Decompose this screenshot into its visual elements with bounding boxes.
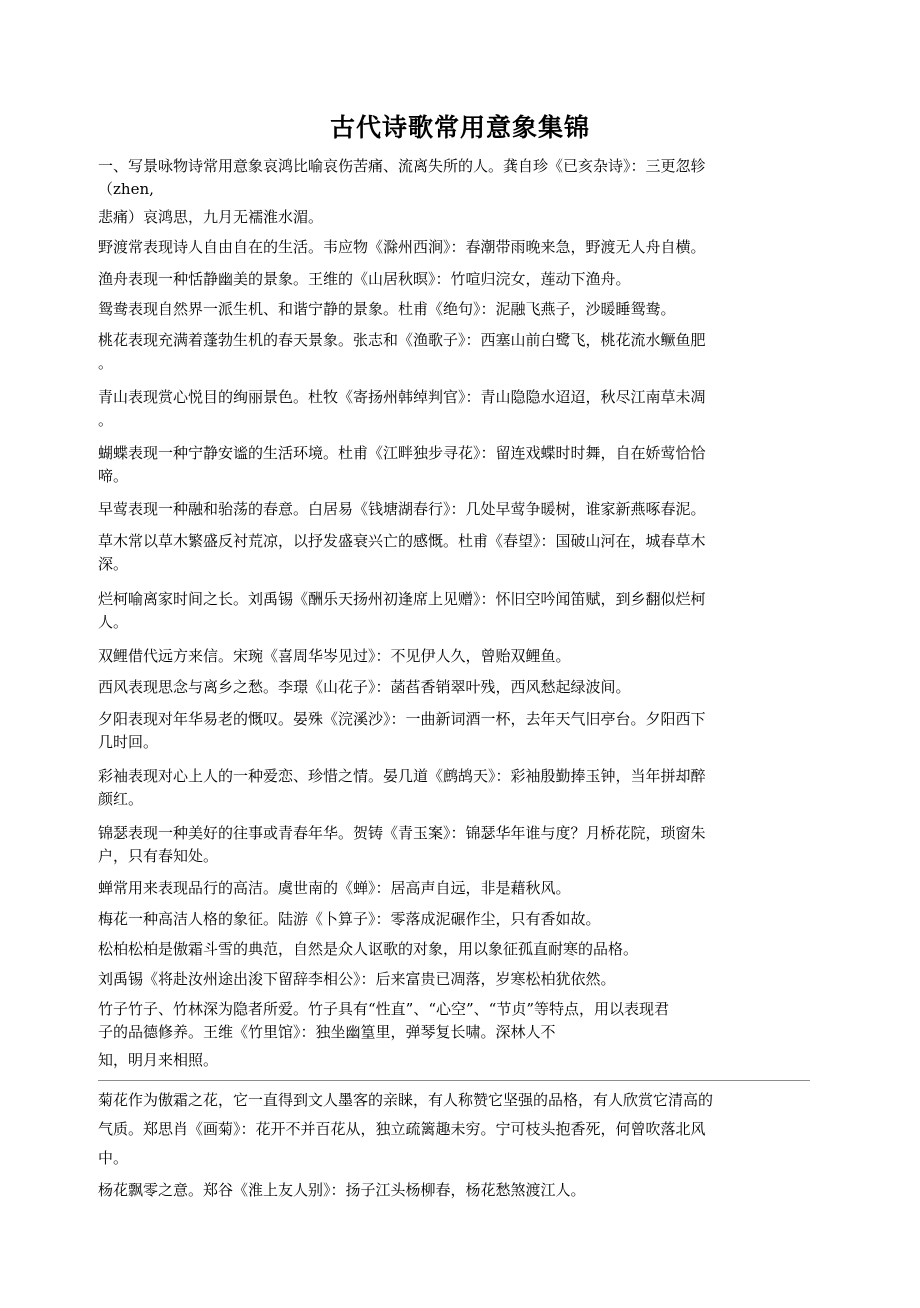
paragraph-line: 蝉常用来表现品行的高洁。虞世南的《蝉》：居高声自远，非是藉秋风。: [98, 879, 571, 897]
paragraph: [98, 386, 810, 432]
paragraph-line: 竹子竹子、竹林深为隐者所爱。竹子具有“性直”、“心空”、“节贞”等特点，用以表现君: [98, 1000, 670, 1018]
paragraph: [98, 236, 810, 259]
paragraph-line: 蝴蝶表现一种宁静安谧的生活环境。杜甫《江畔独步寻花》：留连戏蝶时时舞，自在娇莺恰恰: [98, 444, 706, 462]
paragraph: [98, 155, 810, 201]
paragraph-line: 鸳鸯表现自然界一派生机、和谐宁静的景象。杜甫《绝句》：泥融飞燕子，沙暖睡鸳鸯。: [98, 300, 676, 318]
paragraph-line: 悲痛）哀鸿思，九月无襦淮水湄。: [98, 208, 324, 226]
paragraph: [98, 708, 810, 754]
paragraph-line: 刘禹锡《将赴汝州途出浚下留辞李相公》：后来富贵已凋落，岁寒松柏犹依然。: [98, 970, 616, 988]
paragraph-line: 深。: [98, 555, 129, 573]
paragraph: [98, 498, 810, 521]
paragraph-line: 早莺表现一种融和骀荡的春意。白居易《钱塘湖春行》：几处早莺争暖树，谁家新燕啄春泥。: [98, 500, 706, 518]
paragraph: [98, 206, 810, 229]
paragraph-line: 野渡常表现诗人自由自在的生活。韦应物《滁州西涧》：春潮带雨晚来急，野渡无人舟自横。: [98, 238, 706, 256]
paragraph: [98, 908, 810, 931]
paragraph-line: 彩袖表现对心上人的一种爱恋、珍惜之情。晏几道《鹧鸪天》：彩袖殷勤捧玉钟，当年拼却醉: [98, 767, 706, 785]
document-title: 古代诗歌常用意象集锦: [329, 113, 590, 142]
paragraph-line: （zhen,: [98, 180, 154, 198]
paragraph-line: 颜红。: [98, 790, 144, 808]
paragraph-line: 夕阳表现对年华易老的慨叹。晏殊《浣溪沙》：一曲新词酒一杯，去年天气旧亭台。夕阳西下: [98, 710, 706, 728]
paragraph-line: 气质。郑思肖《画菊》：花开不并百花从，独立疏篱趣未穷。宁可枝头抱香死，何曾吹落北风: [98, 1120, 706, 1138]
paragraph-line: 西风表现思念与离乡之愁。李璟《山花子》：菡萏香销翠叶残，西风愁起绿波间。: [98, 678, 631, 696]
paragraph-line: 松柏松柏是傲霜斗雪的典范，自然是众人讴歌的对象，用以象征孤直耐寒的品格。: [98, 940, 639, 958]
paragraph-line: 。: [98, 411, 114, 429]
paragraph-line: 一、写景咏物诗常用意象哀鸿比喻哀伤苦痛、流离失所的人。龚自珍《已亥杂诗》：三更忽轸: [98, 157, 706, 175]
paragraph-line: 青山表现赏心悦目的绚丽景色。杜牧《寄扬州韩绰判官》：青山隐隐水迢迢，秋尽江南草未凋: [98, 388, 706, 406]
paragraph: [98, 968, 810, 991]
paragraph: [98, 298, 810, 321]
paragraph: [98, 329, 810, 375]
paragraph-line: 杨花飘零之意。郑谷《淮上友人别》：扬子江头杨柳春，杨花愁煞渡江人。: [98, 1181, 586, 1199]
paragraph: [98, 938, 810, 961]
paragraph-line: 子的品德修养。王维《竹里馆》：独坐幽篁里，弹琴复长啸。深林人不: [98, 1023, 556, 1041]
page-divider: [98, 1080, 810, 1081]
paragraph-line: 人。: [98, 613, 129, 631]
paragraph: [98, 442, 810, 488]
paragraph-line: 烂柯喻离家时间之长。刘禹锡《酬乐天扬州初逢席上见赠》：怀旧空吟闻笛赋，到乡翻似烂柯: [98, 590, 706, 608]
paragraph-line: 知，明月来相照。: [98, 1051, 219, 1069]
paragraph: [98, 645, 810, 668]
paragraph: [98, 1176, 810, 1205]
paragraph-line: 草木常以草木繁盛反衬荒凉，以抒发盛衰兴亡的感慨。杜甫《春望》：国破山河在，城春草木: [98, 532, 706, 550]
paragraph-line: 梅花一种高洁人格的象征。陆游《卜算子》：零落成泥碾作尘，只有香如故。: [98, 910, 601, 928]
paragraph-line: 双鲤借代远方来信。宋琬《喜周华岑见过》：不见伊人久，曾贻双鲤鱼。: [98, 647, 571, 665]
paragraph-line: 户，只有春知处。: [98, 847, 219, 865]
paragraph-line: 啼。: [98, 467, 129, 485]
paragraph-line: 菊花作为傲霜之花，它一直得到文人墨客的亲睐，有人称赞它坚强的品格，有人欣赏它清高的: [98, 1091, 714, 1109]
paragraph-line: 渔舟表现一种恬静幽美的景象。王维的《山居秋暝》：竹喧归浣女，莲动下渔舟。: [98, 270, 631, 288]
paragraph-line: 锦瑟表现一种美好的往事或青春年华。贺铸《青玉案》：锦瑟华年谁与度？月桥花院，琐窗朱: [98, 824, 706, 842]
paragraph: [98, 1086, 810, 1173]
paragraph-line: 中。: [98, 1149, 129, 1167]
paragraph: [98, 676, 810, 699]
paragraph: [98, 530, 810, 576]
paragraph: [98, 998, 810, 1044]
paragraph-line: 几时回。: [98, 733, 159, 751]
paragraph: [98, 1049, 810, 1072]
paragraph: [98, 765, 810, 811]
paragraph: [98, 268, 810, 291]
paragraph: [98, 877, 810, 900]
paragraph: [98, 588, 810, 634]
paragraph: [98, 822, 810, 868]
paragraph-line: 。: [98, 354, 114, 372]
paragraph-line: 桃花表现充满着蓬勃生机的春天景象。张志和《渔歌子》：西塞山前白鹭飞，桃花流水鳜鱼肥: [98, 331, 706, 349]
